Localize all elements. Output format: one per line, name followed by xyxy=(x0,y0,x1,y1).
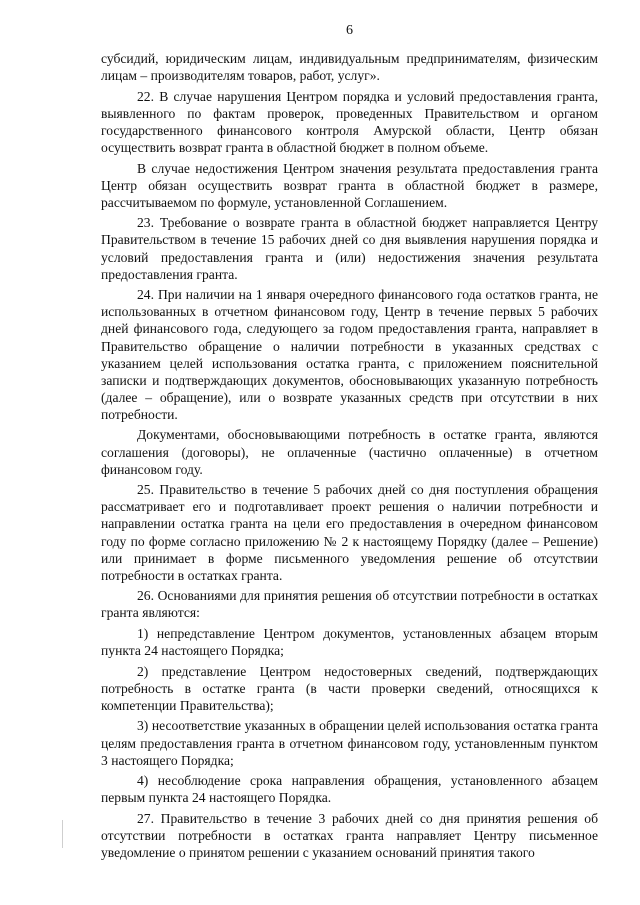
paragraph: 22. В случае нарушения Центром порядка и условий предоставления гранта, выявленного по фактам проверок, проведенных Правительством и органом государственного финансового контроля Амурской области, Центр обязан осуществить возврат гранта в областной бюджет в полном объеме. xyxy=(101,88,598,155)
document-body xyxy=(101,50,598,861)
paragraph: 27. Правительство в течение 3 рабочих дней со дня принятия решения об отсутствии потребности в остатках гранта направляет Центру письменное уведомление о принятом решении с указанием оснований принятия такого xyxy=(101,810,598,861)
paragraph: 25. Правительство в течение 5 рабочих дней со дня поступления обращения рассматривает его и подготавливает проект решения о наличии потребности и направлении остатка гранта на цели его предоставления в очередном финансовом году по форме согласно приложению № 2 к настоящему Порядку (далее – Решение) или принимает в форме письменного уведомления решение об отсутствии потребности в остатках гранта. xyxy=(101,482,598,583)
paragraph: 26. Основаниями для принятия решения об отсутствии потребности в остатках гранта являются: xyxy=(101,588,598,621)
paragraph: 1) непредставление Центром документов, установленных абзацем вторым пункта 24 настоящего Порядка; xyxy=(101,626,598,659)
paragraph: 4) несоблюдение срока направления обращения, установленного абзацем первым пункта 24 настоящего Порядка. xyxy=(101,773,598,806)
paragraph: В случае недостижения Центром значения результата предоставления гранта Центр обязан осуществить возврат гранта в областной бюджет в размере, рассчитываемом по формуле, установленной Соглашением. xyxy=(101,160,598,210)
page-number: 6 xyxy=(346,23,353,38)
paragraph: 3) несоответствие указанных в обращении целей использования остатка гранта целям предоставления гранта в отчетном финансовом году, установленным пунктом 3 настоящего Порядка; xyxy=(101,718,598,768)
paragraph: 2) представление Центром недостоверных сведений, подтверждающих потребность в остатке гранта (в части проверки сведений, относящихся к компетенции Правительства); xyxy=(101,663,598,713)
paragraph: субсидий, юридическим лицам, индивидуальным предпринимателям, физическим лицам – производителям товаров, работ, услуг». xyxy=(101,51,598,84)
paragraph: 24. При наличии на 1 января очередного финансового года остатков гранта, не использованных в отчетном финансовом году, Центр в течение первых 5 рабочих дней финансового года, следующего за годом предоставления гранта, направляет в Правительство обращение о наличии потребности в указанных средствах с указанием целей использования остатка гранта, с приложением пояснительной записки и подтверждающих документов, обосновывающих указанную потребность (далее – обращение), или о возврате указанных средств при отсутствии в них потребности. xyxy=(101,287,598,422)
paragraph: Документами, обосновывающими потребность в остатке гранта, являются соглашения (договоры), не оплаченные (частично оплаченные) в отчетном финансовом году. xyxy=(101,427,598,477)
paragraph: 23. Требование о возврате гранта в областной бюджет направляется Центру Правительством в течение 15 рабочих дней со дня выявления нарушения порядка и условий предоставления гранта и (или) недостижения значения результата предоставления гранта. xyxy=(101,215,598,282)
scan-margin-mark xyxy=(62,820,63,848)
